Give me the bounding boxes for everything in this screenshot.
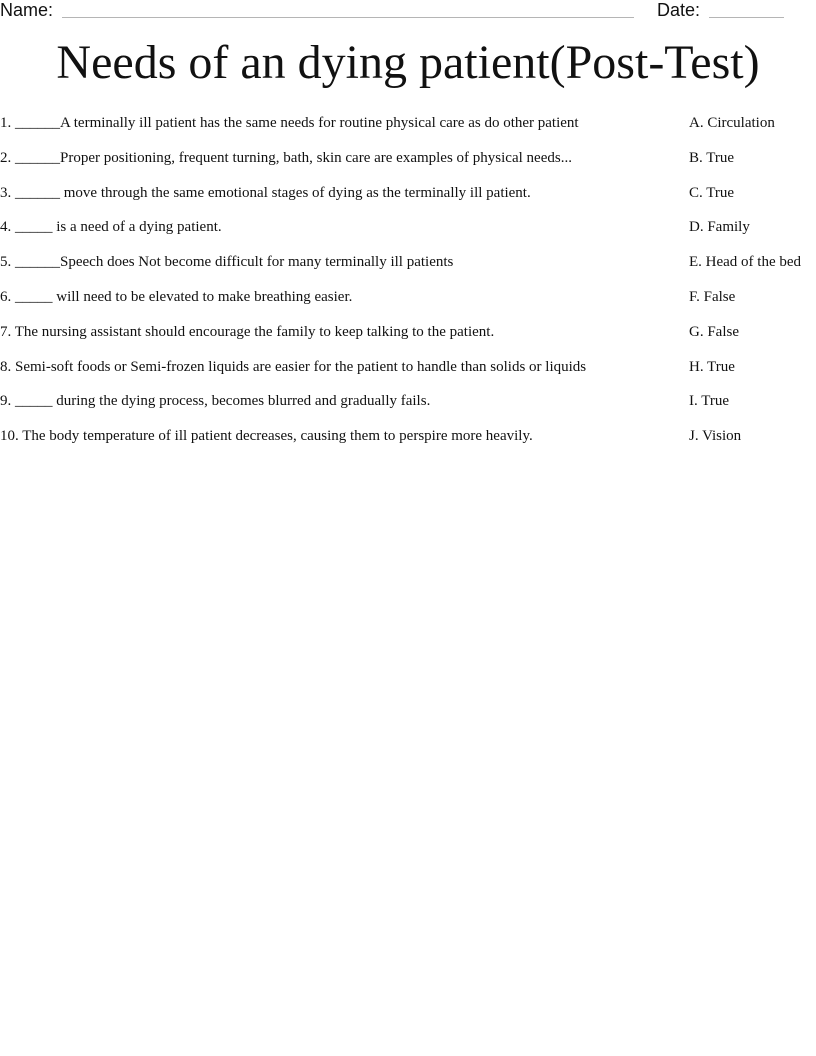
question-item: 5. ______Speech does Not become difficult for many terminally ill patients <box>0 254 454 271</box>
question-item: 10. The body temperature of ill patient decreases, causing them to perspire more heavily. <box>0 428 533 445</box>
question-item: 4. _____ is a need of a dying patient. <box>0 219 222 236</box>
date-label: Date: <box>657 0 701 20</box>
answer-option: J. Vision <box>689 428 742 445</box>
question-item: 2. ______Proper positioning, frequent turning, bath, skin care are examples of physical needs... <box>0 149 572 166</box>
date-blank-line <box>709 17 784 18</box>
question-item: 1. ______A terminally ill patient has the same needs for routine physical care as do other patient <box>0 115 579 131</box>
answer-option: C. True <box>689 184 735 201</box>
question-item: 3. ______ move through the same emotional stages of dying as the terminally ill patient. <box>0 184 531 201</box>
name-label: Name: <box>0 0 54 20</box>
question-list <box>0 113 680 461</box>
answer-option: F. False <box>689 288 736 305</box>
answer-option: G. False <box>689 323 739 340</box>
answer-option: A. Circulation <box>689 115 775 131</box>
answer-option: B. True <box>689 149 735 166</box>
question-item: 9. _____ during the dying process, becomes blurred and gradually fails. <box>0 393 431 410</box>
answer-option: I. True <box>689 393 730 410</box>
answer-option: E. Head of the bed <box>689 254 802 271</box>
worksheet-header <box>0 0 816 24</box>
answer-bank <box>689 113 816 461</box>
question-item: 8. Semi-soft foods or Semi-frozen liquids are easier for the patient to handle than solids or liquids <box>0 358 587 375</box>
answer-option: D. Family <box>689 219 750 236</box>
question-item: 7. The nursing assistant should encourage the family to keep talking to the patient. <box>0 323 495 340</box>
worksheet-title: Needs of an dying patient(Post-Test) <box>56 36 760 89</box>
name-blank-line <box>62 17 634 18</box>
answer-option: H. True <box>689 358 735 375</box>
question-item: 6. _____ will need to be elevated to make breathing easier. <box>0 288 353 305</box>
